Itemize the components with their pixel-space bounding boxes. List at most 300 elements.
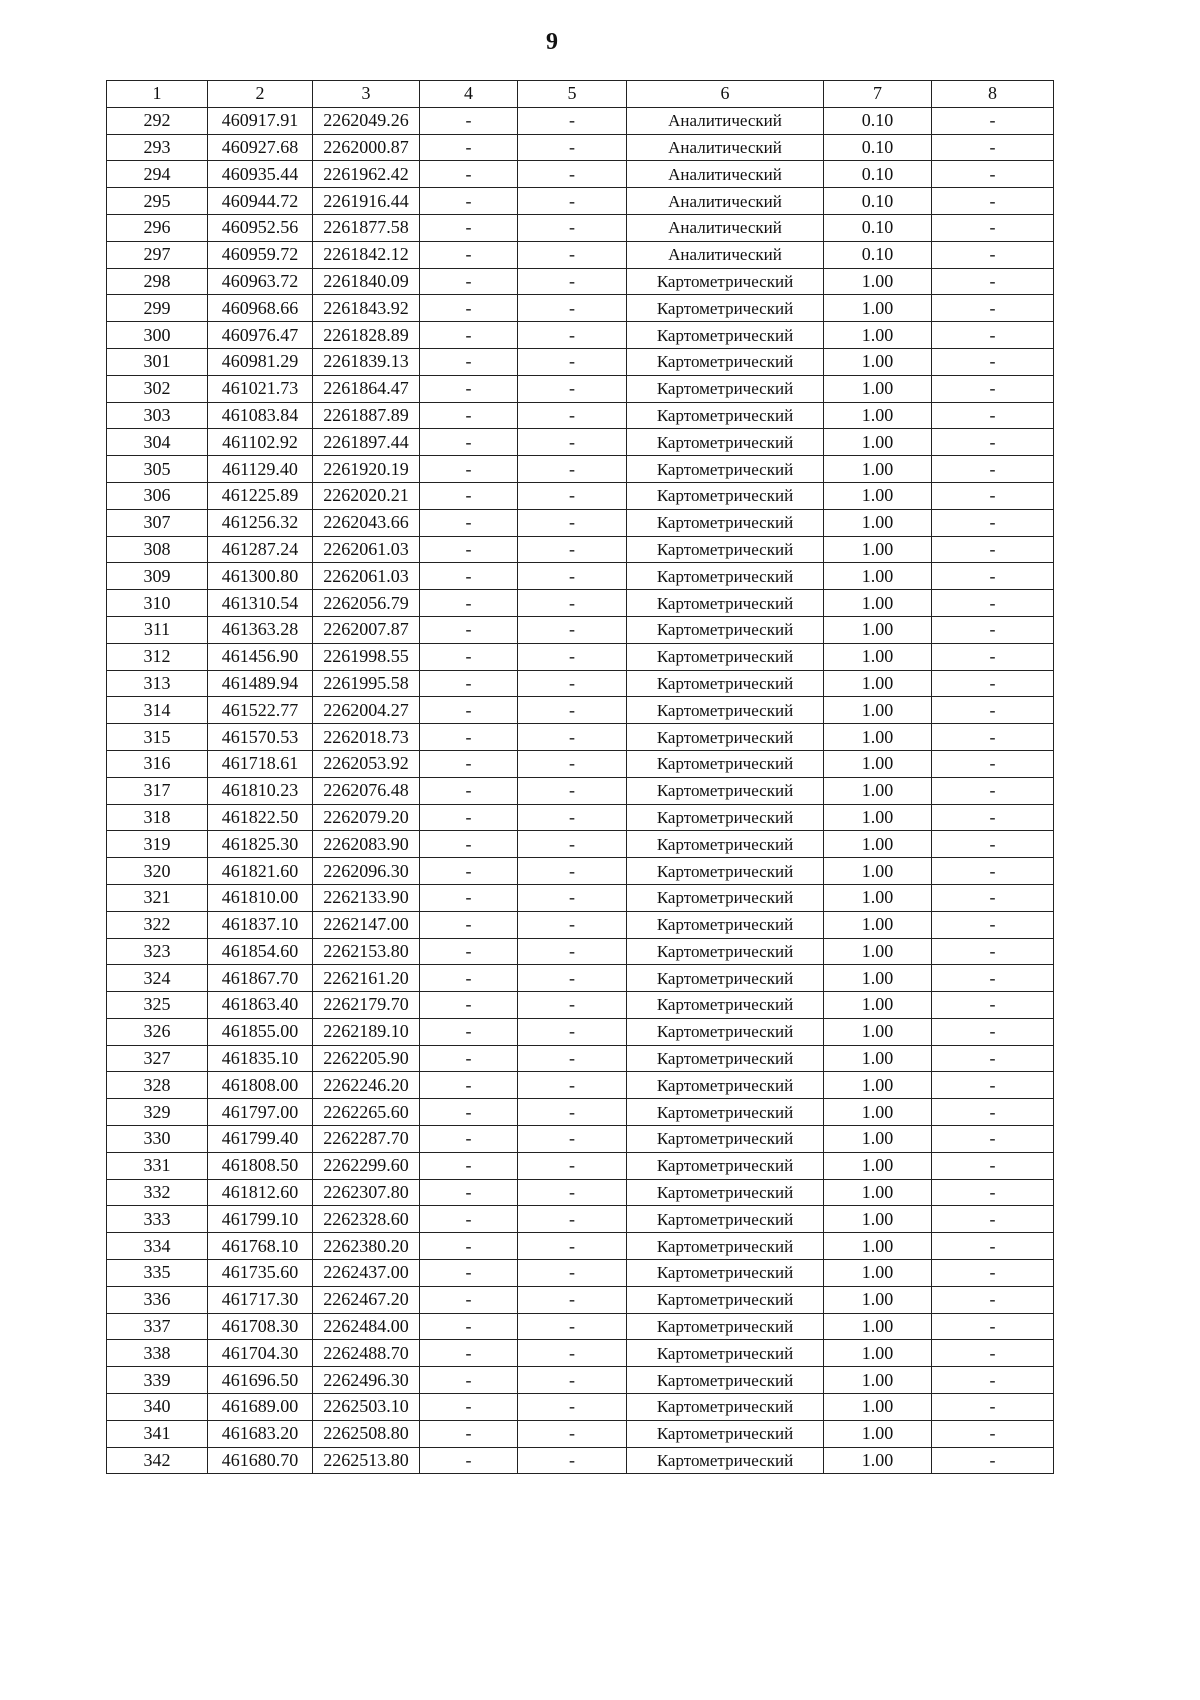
y-coordinate-cell: 2261828.89 [313,322,420,349]
col8-cell: - [932,1367,1054,1394]
col4-cell: - [420,1286,518,1313]
col4-cell: - [420,750,518,777]
y-coordinate-cell: 2262079.20 [313,804,420,831]
x-coordinate-cell: 461799.40 [208,1126,313,1153]
method-cell: Картометрический [627,590,824,617]
y-coordinate-cell: 2262205.90 [313,1045,420,1072]
accuracy-cell: 1.00 [824,777,932,804]
method-cell: Картометрический [627,804,824,831]
col8-cell: - [932,107,1054,134]
table-row [107,992,1054,1019]
col5-cell: - [518,348,627,375]
col5-cell: - [518,1420,627,1447]
table-row [107,670,1054,697]
x-coordinate-cell: 461456.90 [208,643,313,670]
x-coordinate-cell: 461863.40 [208,992,313,1019]
col4-cell: - [420,858,518,885]
y-coordinate-cell: 2262328.60 [313,1206,420,1233]
point-number-cell: 306 [107,482,208,509]
col8-cell: - [932,188,1054,215]
table-row [107,1018,1054,1045]
y-coordinate-cell: 2262076.48 [313,777,420,804]
method-cell: Картометрический [627,1367,824,1394]
table-row [107,456,1054,483]
accuracy-cell: 1.00 [824,750,932,777]
table-row [107,1206,1054,1233]
col5-cell: - [518,107,627,134]
y-coordinate-cell: 2262056.79 [313,590,420,617]
col8-cell: - [932,1072,1054,1099]
x-coordinate-cell: 461083.84 [208,402,313,429]
x-coordinate-cell: 460927.68 [208,134,313,161]
method-cell: Картометрический [627,536,824,563]
method-cell: Аналитический [627,214,824,241]
col4-cell: - [420,107,518,134]
y-coordinate-cell: 2262043.66 [313,509,420,536]
table-row [107,134,1054,161]
col8-cell: - [932,429,1054,456]
method-cell: Картометрический [627,858,824,885]
col5-cell: - [518,590,627,617]
accuracy-cell: 1.00 [824,1394,932,1421]
accuracy-cell: 1.00 [824,643,932,670]
col8-cell: - [932,161,1054,188]
method-cell: Аналитический [627,188,824,215]
x-coordinate-cell: 461363.28 [208,616,313,643]
point-number-cell: 311 [107,616,208,643]
col4-cell: - [420,214,518,241]
method-cell: Картометрический [627,1286,824,1313]
point-number-cell: 309 [107,563,208,590]
table-row [107,938,1054,965]
y-coordinate-cell: 2262049.26 [313,107,420,134]
col8-cell: - [932,1420,1054,1447]
accuracy-cell: 1.00 [824,1447,932,1474]
y-coordinate-cell: 2261998.55 [313,643,420,670]
x-coordinate-cell: 461522.77 [208,697,313,724]
accuracy-cell: 1.00 [824,322,932,349]
header-cell: 3 [313,81,420,108]
col5-cell: - [518,536,627,563]
point-number-cell: 303 [107,402,208,429]
col4-cell: - [420,1260,518,1287]
header-cell: 6 [627,81,824,108]
col4-cell: - [420,1447,518,1474]
method-cell: Картометрический [627,750,824,777]
col4-cell: - [420,536,518,563]
col8-cell: - [932,563,1054,590]
point-number-cell: 335 [107,1260,208,1287]
table-row [107,322,1054,349]
method-cell: Картометрический [627,1260,824,1287]
y-coordinate-cell: 2262061.03 [313,536,420,563]
method-cell: Картометрический [627,1179,824,1206]
col5-cell: - [518,724,627,751]
x-coordinate-cell: 460981.29 [208,348,313,375]
col4-cell: - [420,375,518,402]
col8-cell: - [932,1099,1054,1126]
header-cell: 8 [932,81,1054,108]
y-coordinate-cell: 2262007.87 [313,616,420,643]
col8-cell: - [932,134,1054,161]
x-coordinate-cell: 461717.30 [208,1286,313,1313]
accuracy-cell: 1.00 [824,563,932,590]
header-cell: 2 [208,81,313,108]
accuracy-cell: 1.00 [824,831,932,858]
method-cell: Картометрический [627,509,824,536]
x-coordinate-cell: 461129.40 [208,456,313,483]
method-cell: Аналитический [627,161,824,188]
x-coordinate-cell: 461837.10 [208,911,313,938]
x-coordinate-cell: 461708.30 [208,1313,313,1340]
point-number-cell: 324 [107,965,208,992]
x-coordinate-cell: 461808.50 [208,1152,313,1179]
col4-cell: - [420,509,518,536]
col5-cell: - [518,1233,627,1260]
col4-cell: - [420,1152,518,1179]
y-coordinate-cell: 2262299.60 [313,1152,420,1179]
point-number-cell: 341 [107,1420,208,1447]
y-coordinate-cell: 2262004.27 [313,697,420,724]
x-coordinate-cell: 461021.73 [208,375,313,402]
point-number-cell: 298 [107,268,208,295]
point-number-cell: 333 [107,1206,208,1233]
point-number-cell: 308 [107,536,208,563]
col5-cell: - [518,1206,627,1233]
y-coordinate-cell: 2262083.90 [313,831,420,858]
col8-cell: - [932,1313,1054,1340]
y-coordinate-cell: 2262246.20 [313,1072,420,1099]
col4-cell: - [420,1367,518,1394]
col4-cell: - [420,616,518,643]
point-number-cell: 297 [107,241,208,268]
point-number-cell: 336 [107,1286,208,1313]
col5-cell: - [518,375,627,402]
col4-cell: - [420,1313,518,1340]
x-coordinate-cell: 461812.60 [208,1179,313,1206]
col8-cell: - [932,482,1054,509]
page-number: 9 [546,29,558,55]
accuracy-cell: 1.00 [824,884,932,911]
col8-cell: - [932,697,1054,724]
point-number-cell: 316 [107,750,208,777]
accuracy-cell: 0.10 [824,214,932,241]
x-coordinate-cell: 461256.32 [208,509,313,536]
method-cell: Картометрический [627,375,824,402]
method-cell: Картометрический [627,1394,824,1421]
x-coordinate-cell: 460976.47 [208,322,313,349]
col5-cell: - [518,911,627,938]
accuracy-cell: 1.00 [824,456,932,483]
y-coordinate-cell: 2262513.80 [313,1447,420,1474]
x-coordinate-cell: 461287.24 [208,536,313,563]
col5-cell: - [518,161,627,188]
method-cell: Картометрический [627,616,824,643]
col5-cell: - [518,241,627,268]
method-cell: Картометрический [627,831,824,858]
y-coordinate-cell: 2262147.00 [313,911,420,938]
col8-cell: - [932,858,1054,885]
method-cell: Картометрический [627,965,824,992]
col4-cell: - [420,188,518,215]
y-coordinate-cell: 2261877.58 [313,214,420,241]
accuracy-cell: 1.00 [824,1206,932,1233]
col5-cell: - [518,777,627,804]
col4-cell: - [420,1045,518,1072]
col5-cell: - [518,1286,627,1313]
col4-cell: - [420,938,518,965]
table-row [107,1367,1054,1394]
x-coordinate-cell: 461855.00 [208,1018,313,1045]
col4-cell: - [420,1233,518,1260]
col4-cell: - [420,697,518,724]
col5-cell: - [518,643,627,670]
table-row [107,831,1054,858]
col8-cell: - [932,777,1054,804]
col4-cell: - [420,777,518,804]
accuracy-cell: 1.00 [824,348,932,375]
x-coordinate-cell: 461854.60 [208,938,313,965]
point-number-cell: 328 [107,1072,208,1099]
method-cell: Аналитический [627,107,824,134]
x-coordinate-cell: 461799.10 [208,1206,313,1233]
point-number-cell: 318 [107,804,208,831]
col4-cell: - [420,643,518,670]
col8-cell: - [932,295,1054,322]
col8-cell: - [932,670,1054,697]
accuracy-cell: 1.00 [824,1152,932,1179]
y-coordinate-cell: 2261842.12 [313,241,420,268]
col5-cell: - [518,134,627,161]
col8-cell: - [932,616,1054,643]
col8-cell: - [932,1286,1054,1313]
y-coordinate-cell: 2261887.89 [313,402,420,429]
y-coordinate-cell: 2261916.44 [313,188,420,215]
table-row [107,1072,1054,1099]
col8-cell: - [932,1233,1054,1260]
table-row [107,643,1054,670]
col4-cell: - [420,1179,518,1206]
y-coordinate-cell: 2262061.03 [313,563,420,590]
x-coordinate-cell: 460944.72 [208,188,313,215]
x-coordinate-cell: 461821.60 [208,858,313,885]
col5-cell: - [518,1152,627,1179]
x-coordinate-cell: 461102.92 [208,429,313,456]
table-row [107,1233,1054,1260]
header-cell: 5 [518,81,627,108]
x-coordinate-cell: 461768.10 [208,1233,313,1260]
col4-cell: - [420,563,518,590]
table-row [107,268,1054,295]
table-row [107,1420,1054,1447]
point-number-cell: 323 [107,938,208,965]
col4-cell: - [420,965,518,992]
col5-cell: - [518,1313,627,1340]
col8-cell: - [932,456,1054,483]
method-cell: Картометрический [627,911,824,938]
accuracy-cell: 1.00 [824,670,932,697]
col8-cell: - [932,724,1054,751]
y-coordinate-cell: 2262189.10 [313,1018,420,1045]
col5-cell: - [518,965,627,992]
col5-cell: - [518,1099,627,1126]
y-coordinate-cell: 2262018.73 [313,724,420,751]
col8-cell: - [932,536,1054,563]
point-number-cell: 338 [107,1340,208,1367]
col4-cell: - [420,322,518,349]
x-coordinate-cell: 461835.10 [208,1045,313,1072]
point-number-cell: 332 [107,1179,208,1206]
table-row [107,107,1054,134]
x-coordinate-cell: 461808.00 [208,1072,313,1099]
y-coordinate-cell: 2262437.00 [313,1260,420,1287]
y-coordinate-cell: 2261962.42 [313,161,420,188]
accuracy-cell: 1.00 [824,616,932,643]
x-coordinate-cell: 461810.23 [208,777,313,804]
method-cell: Картометрический [627,295,824,322]
col8-cell: - [932,831,1054,858]
method-cell: Картометрический [627,884,824,911]
col8-cell: - [932,1394,1054,1421]
col4-cell: - [420,911,518,938]
col5-cell: - [518,884,627,911]
header-cell: 1 [107,81,208,108]
table-row [107,804,1054,831]
col8-cell: - [932,509,1054,536]
col8-cell: - [932,884,1054,911]
col8-cell: - [932,1447,1054,1474]
accuracy-cell: 1.00 [824,1367,932,1394]
table-row [107,375,1054,402]
method-cell: Картометрический [627,322,824,349]
point-number-cell: 300 [107,322,208,349]
col5-cell: - [518,858,627,885]
y-coordinate-cell: 2261995.58 [313,670,420,697]
col4-cell: - [420,670,518,697]
y-coordinate-cell: 2261920.19 [313,456,420,483]
method-cell: Картометрический [627,670,824,697]
point-number-cell: 337 [107,1313,208,1340]
accuracy-cell: 0.10 [824,161,932,188]
accuracy-cell: 1.00 [824,375,932,402]
col4-cell: - [420,884,518,911]
table-row [107,724,1054,751]
method-cell: Картометрический [627,938,824,965]
col4-cell: - [420,241,518,268]
y-coordinate-cell: 2261843.92 [313,295,420,322]
accuracy-cell: 1.00 [824,402,932,429]
x-coordinate-cell: 461718.61 [208,750,313,777]
col8-cell: - [932,1018,1054,1045]
x-coordinate-cell: 461825.30 [208,831,313,858]
coordinates-table [106,80,1054,1474]
col8-cell: - [932,1152,1054,1179]
table-row [107,1340,1054,1367]
x-coordinate-cell: 461570.53 [208,724,313,751]
point-number-cell: 342 [107,1447,208,1474]
point-number-cell: 293 [107,134,208,161]
accuracy-cell: 1.00 [824,590,932,617]
point-number-cell: 321 [107,884,208,911]
col4-cell: - [420,724,518,751]
point-number-cell: 301 [107,348,208,375]
x-coordinate-cell: 460968.66 [208,295,313,322]
method-cell: Картометрический [627,1447,824,1474]
method-cell: Аналитический [627,241,824,268]
accuracy-cell: 1.00 [824,295,932,322]
method-cell: Картометрический [627,1340,824,1367]
y-coordinate-cell: 2262179.70 [313,992,420,1019]
accuracy-cell: 1.00 [824,965,932,992]
col8-cell: - [932,402,1054,429]
col5-cell: - [518,697,627,724]
point-number-cell: 317 [107,777,208,804]
method-cell: Картометрический [627,482,824,509]
col5-cell: - [518,509,627,536]
col5-cell: - [518,1447,627,1474]
table-row [107,858,1054,885]
col4-cell: - [420,402,518,429]
accuracy-cell: 1.00 [824,429,932,456]
accuracy-cell: 1.00 [824,858,932,885]
point-number-cell: 305 [107,456,208,483]
table-body [107,107,1054,1474]
accuracy-cell: 1.00 [824,1420,932,1447]
col8-cell: - [932,1126,1054,1153]
col5-cell: - [518,563,627,590]
point-number-cell: 312 [107,643,208,670]
x-coordinate-cell: 461867.70 [208,965,313,992]
col8-cell: - [932,938,1054,965]
point-number-cell: 296 [107,214,208,241]
col8-cell: - [932,322,1054,349]
table-row [107,402,1054,429]
col4-cell: - [420,1072,518,1099]
table-row [107,563,1054,590]
col5-cell: - [518,188,627,215]
col8-cell: - [932,804,1054,831]
col4-cell: - [420,992,518,1019]
point-number-cell: 315 [107,724,208,751]
col5-cell: - [518,938,627,965]
point-number-cell: 320 [107,858,208,885]
table-row [107,1394,1054,1421]
col4-cell: - [420,1126,518,1153]
accuracy-cell: 1.00 [824,1045,932,1072]
accuracy-cell: 1.00 [824,1072,932,1099]
col4-cell: - [420,590,518,617]
method-cell: Картометрический [627,402,824,429]
table-row [107,965,1054,992]
col5-cell: - [518,1260,627,1287]
col8-cell: - [932,375,1054,402]
point-number-cell: 310 [107,590,208,617]
y-coordinate-cell: 2262287.70 [313,1126,420,1153]
point-number-cell: 299 [107,295,208,322]
method-cell: Картометрический [627,1018,824,1045]
table-row [107,777,1054,804]
table-row [107,1260,1054,1287]
accuracy-cell: 1.00 [824,724,932,751]
method-cell: Картометрический [627,1233,824,1260]
col4-cell: - [420,831,518,858]
table-row [107,214,1054,241]
col5-cell: - [518,616,627,643]
col5-cell: - [518,322,627,349]
y-coordinate-cell: 2262488.70 [313,1340,420,1367]
point-number-cell: 334 [107,1233,208,1260]
col5-cell: - [518,429,627,456]
